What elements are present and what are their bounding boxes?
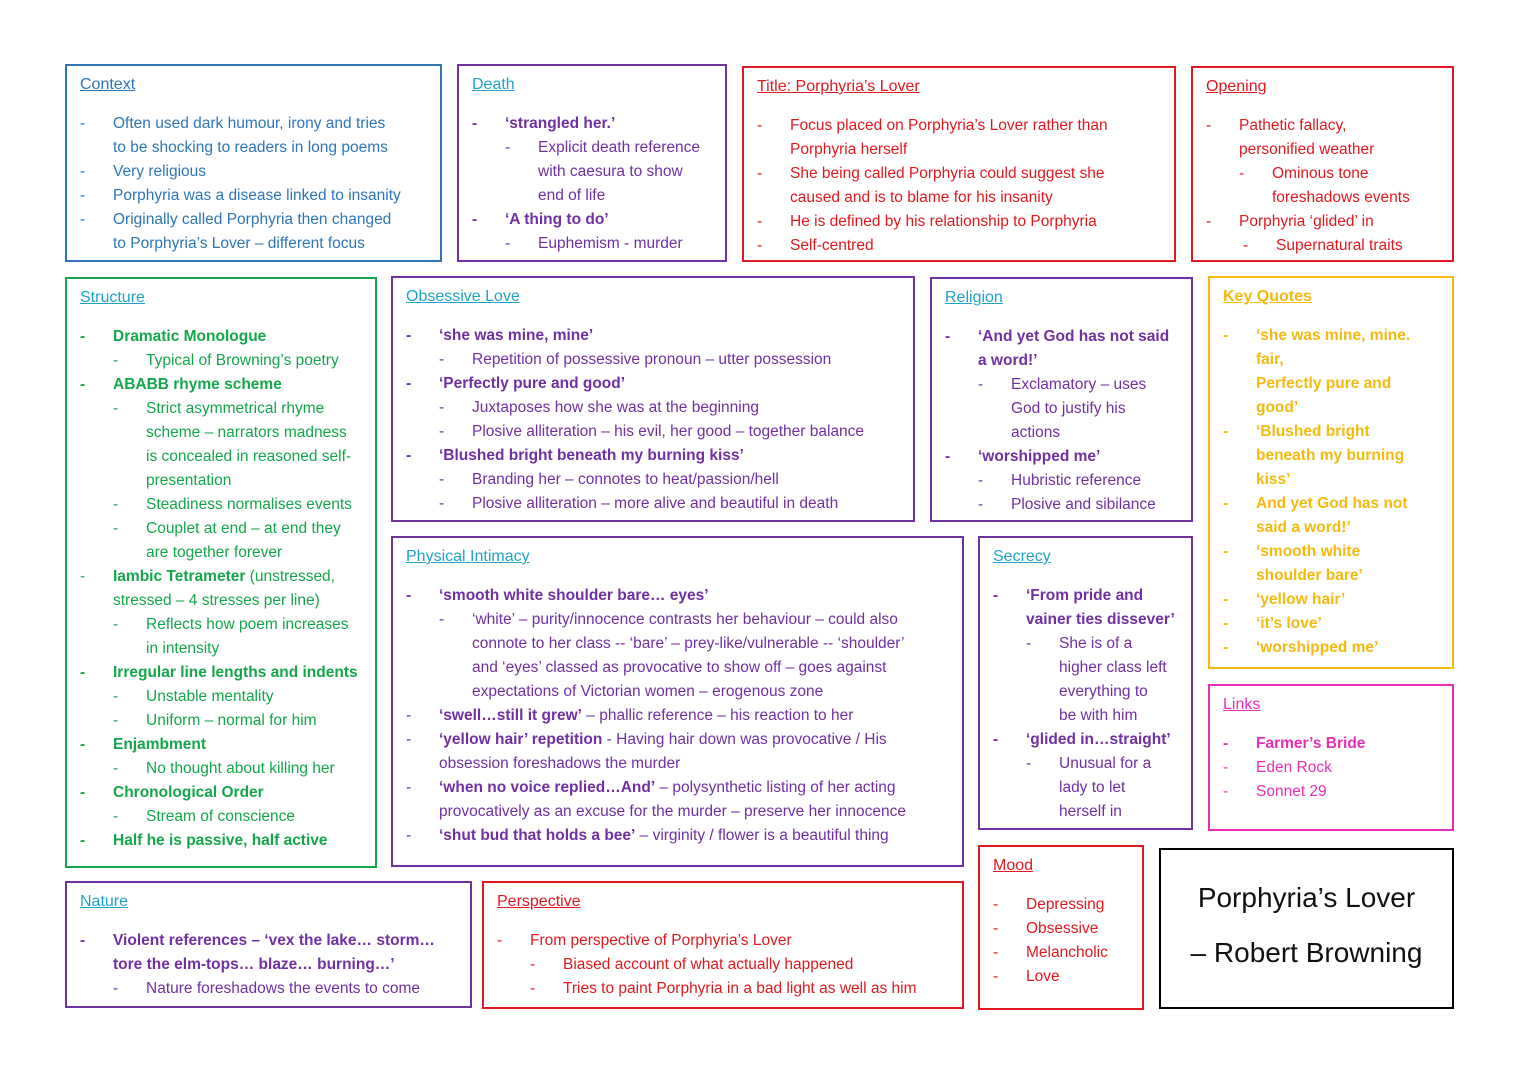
- list-item: - From perspective of Porphyria’s Lover: [497, 932, 792, 949]
- list-item: is concealed in reasoned self-: [146, 448, 352, 465]
- list-item: - ‘smooth white: [1223, 543, 1361, 560]
- list-item: to Porphyria’s Lover – different focus: [113, 235, 365, 252]
- list-item: - ‘when no voice replied…And’ – polysynthetic listing of her acting: [406, 779, 896, 796]
- list-item: - Plosive alliteration – more alive and beautiful in death: [439, 495, 839, 512]
- list-item: - ‘it’s love’: [1223, 615, 1322, 632]
- list-item: - Very religious: [80, 163, 207, 180]
- list-item: presentation: [146, 472, 232, 489]
- main-title: Porphyria’s Lover: [1197, 882, 1416, 913]
- list-item: - No thought about killing her: [113, 760, 335, 777]
- list-item: - Self-centred: [757, 237, 874, 254]
- list-item: - ABABB rhyme scheme: [80, 376, 282, 393]
- list-item: - Branding her – connotes to heat/passion/hell: [439, 471, 779, 488]
- list-item: expectations of Victorian women – erogenous zone: [472, 683, 824, 700]
- list-item: in intensity: [146, 640, 220, 657]
- list-item: - ‘swell…still it grew’ – phallic reference – his reaction to her: [406, 707, 854, 724]
- list-item: Perfectly pure and: [1256, 375, 1392, 392]
- list-item: be with him: [1059, 707, 1138, 724]
- list-item: and ‘eyes’ classed as provocative to show off – goes against: [472, 659, 887, 676]
- context-box: [65, 64, 442, 262]
- list-item: - Steadiness normalises events: [113, 496, 352, 513]
- list-item: to be shocking to readers in long poems: [113, 139, 388, 156]
- perspective-box: [482, 881, 964, 1009]
- structure-box: [65, 277, 377, 868]
- list-item: - Plosive alliteration – his evil, her good – together balance: [439, 423, 865, 440]
- list-item: personified weather: [1239, 141, 1375, 158]
- list-item: - Hubristic reference: [978, 472, 1142, 489]
- physical-intimacy-heading: Physical Intimacy: [406, 548, 530, 565]
- nature-heading: Nature: [80, 893, 129, 910]
- title-analysis-heading: Title: Porphyria’s Lover: [757, 78, 920, 95]
- list-item: kiss’: [1256, 471, 1291, 488]
- list-item: - Supernatural traits: [1243, 237, 1403, 254]
- list-item: - ‘worshipped me’: [1223, 639, 1379, 656]
- structure-heading: Structure: [80, 289, 145, 306]
- list-item: provocatively as an excuse for the murder – preserve her innocence: [439, 803, 906, 820]
- list-item: - ‘smooth white shoulder bare… eyes’: [406, 587, 709, 604]
- list-item: - ‘shut bud that holds a bee’ – virginity / flower is a beautiful thing: [406, 827, 889, 844]
- list-item: Porphyria herself: [790, 141, 908, 158]
- list-item: - Half he is passive, half active: [80, 832, 328, 849]
- list-item: God to justify his: [1011, 400, 1126, 417]
- list-item: - Explicit death reference: [505, 139, 700, 156]
- list-item: - ‘yellow hair’ repetition - Having hair down was provocative / His: [406, 731, 887, 748]
- title-analysis-box: [742, 66, 1176, 262]
- list-item: - He is defined by his relationship to Porphyria: [757, 213, 1097, 230]
- list-item: - ‘glided in…straight’: [993, 731, 1171, 748]
- list-item: - Ominous tone: [1239, 165, 1369, 182]
- list-item: - ‘strangled her.’: [472, 115, 616, 132]
- list-item: connote to her class -- ‘bare’ – prey-like/vulnerable -- ‘shoulder’: [472, 635, 905, 652]
- list-item: - Love: [993, 968, 1060, 985]
- list-item: - Porphyria was a disease linked to insanity: [80, 187, 401, 204]
- list-item: vainer ties dissever’: [1026, 611, 1175, 628]
- list-item: actions: [1011, 424, 1061, 441]
- list-item: - Obsessive: [993, 920, 1099, 937]
- list-item: - Pathetic fallacy,: [1206, 117, 1347, 134]
- list-item: - Euphemism - murder: [505, 235, 683, 252]
- list-item: - Dramatic Monologue: [80, 328, 267, 345]
- list-item: caused and is to blame for his insanity: [790, 189, 1053, 206]
- obsessive-love-box: [391, 276, 915, 522]
- religion-box: [930, 277, 1193, 522]
- list-item: herself in: [1059, 803, 1122, 820]
- list-item: - Biased account of what actually happened: [530, 956, 854, 973]
- list-item: - She is of a: [1026, 635, 1133, 652]
- list-item: - Reflects how poem increases: [113, 616, 349, 633]
- list-item: - Depressing: [993, 896, 1105, 913]
- opening-box: [1191, 66, 1454, 262]
- list-item: - Couplet at end – at end they: [113, 520, 341, 537]
- list-item: - ‘she was mine, mine.: [1223, 327, 1411, 344]
- physical-intimacy-box: [391, 536, 964, 867]
- list-item: - Stream of conscience: [113, 808, 296, 825]
- list-item: - Repetition of possessive pronoun – utter possession: [439, 351, 832, 368]
- list-item: everything to: [1059, 683, 1148, 700]
- list-item: - Porphyria ‘glided’ in: [1206, 213, 1374, 230]
- death-box: [457, 64, 727, 262]
- list-item: - ‘white’ – purity/innocence contrasts her behaviour – could also: [439, 611, 898, 628]
- list-item: - ‘she was mine, mine’: [406, 327, 594, 344]
- list-item: a word!’: [978, 352, 1038, 369]
- opening-heading: Opening: [1206, 78, 1267, 95]
- list-item: - Enjambment: [80, 736, 207, 753]
- list-item: - Tries to paint Porphyria in a bad light as well as him: [530, 980, 917, 997]
- secrecy-box: [978, 536, 1193, 830]
- list-item: obsession foreshadows the murder: [439, 755, 681, 772]
- perspective-heading: Perspective: [497, 893, 581, 910]
- list-item: - ‘And yet God has not said: [945, 328, 1170, 345]
- list-item: - Chronological Order: [80, 784, 264, 801]
- list-item: - ‘Blushed bright: [1223, 423, 1370, 440]
- list-item: - And yet God has not: [1223, 495, 1408, 512]
- list-item: - Uniform – normal for him: [113, 712, 317, 729]
- list-item: scheme – narrators madness: [146, 424, 347, 441]
- list-item: - ‘A thing to do’: [472, 211, 609, 228]
- list-item: - Nature foreshadows the events to come: [113, 980, 420, 997]
- list-item: - Iambic Tetrameter (unstressed,: [80, 568, 335, 585]
- mood-heading: Mood: [993, 857, 1034, 874]
- list-item: - She being called Porphyria could suggest she: [757, 165, 1105, 182]
- list-item: - Strict asymmetrical rhyme: [113, 400, 325, 417]
- list-item: with caesura to show: [538, 163, 683, 180]
- religion-heading: Religion: [945, 289, 1003, 306]
- list-item: - Juxtaposes how she was at the beginning: [439, 399, 759, 416]
- list-item: - Unstable mentality: [113, 688, 274, 705]
- list-item: - Often used dark humour, irony and tries: [80, 115, 386, 132]
- list-item: - ‘From pride and: [993, 587, 1144, 604]
- key-quotes-box: [1208, 276, 1454, 669]
- list-item: are together forever: [146, 544, 283, 561]
- nature-box: [65, 881, 472, 1008]
- links-box: [1208, 684, 1454, 831]
- list-item: - Sonnet 29: [1223, 783, 1327, 800]
- list-item: stressed – 4 stresses per line): [113, 592, 320, 609]
- list-item: - Plosive and sibilance: [978, 496, 1156, 513]
- list-item: foreshadows events: [1272, 189, 1410, 206]
- death-heading: Death: [472, 76, 515, 93]
- list-item: - ‘yellow hair’: [1223, 591, 1346, 608]
- list-item: beneath my burning: [1256, 447, 1405, 464]
- list-item: good’: [1256, 399, 1299, 416]
- list-item: end of life: [538, 187, 606, 204]
- obsessive-love-heading: Obsessive Love: [406, 288, 520, 305]
- list-item: - Originally called Porphyria then changed: [80, 211, 392, 228]
- main-author: – Robert Browning: [1190, 937, 1423, 968]
- list-item: - ‘Blushed bright beneath my burning kiss’: [406, 447, 744, 464]
- list-item: - ‘worshipped me’: [945, 448, 1101, 465]
- context-heading: Context: [80, 76, 136, 93]
- links-heading: Links: [1223, 696, 1261, 713]
- main-title-box: [1159, 848, 1454, 1009]
- secrecy-heading: Secrecy: [993, 548, 1051, 565]
- list-item: - Typical of Browning’s poetry: [113, 352, 339, 369]
- mood-box: [978, 845, 1144, 1010]
- list-item: said a word!’: [1256, 519, 1351, 536]
- list-item: - ‘Perfectly pure and good’: [406, 375, 626, 392]
- list-item: shoulder bare’: [1256, 567, 1363, 584]
- list-item: tore the elm-tops… blaze… burning…’: [113, 956, 395, 973]
- list-item: higher class left: [1059, 659, 1167, 676]
- list-item: - Melancholic: [993, 944, 1108, 961]
- list-item: - Farmer’s Bride: [1223, 735, 1366, 752]
- list-item: - Focus placed on Porphyria’s Lover rather than: [757, 117, 1108, 134]
- list-item: - Eden Rock: [1223, 759, 1332, 776]
- list-item: - Violent references – ‘vex the lake… storm…: [80, 932, 435, 949]
- list-item: - Exclamatory – uses: [978, 376, 1147, 393]
- list-item: lady to let: [1059, 779, 1126, 796]
- list-item: - Unusual for a: [1026, 755, 1152, 772]
- key-quotes-heading: Key Quotes: [1223, 288, 1312, 305]
- list-item: - Irregular line lengths and indents: [80, 664, 358, 681]
- list-item: fair,: [1256, 351, 1284, 368]
